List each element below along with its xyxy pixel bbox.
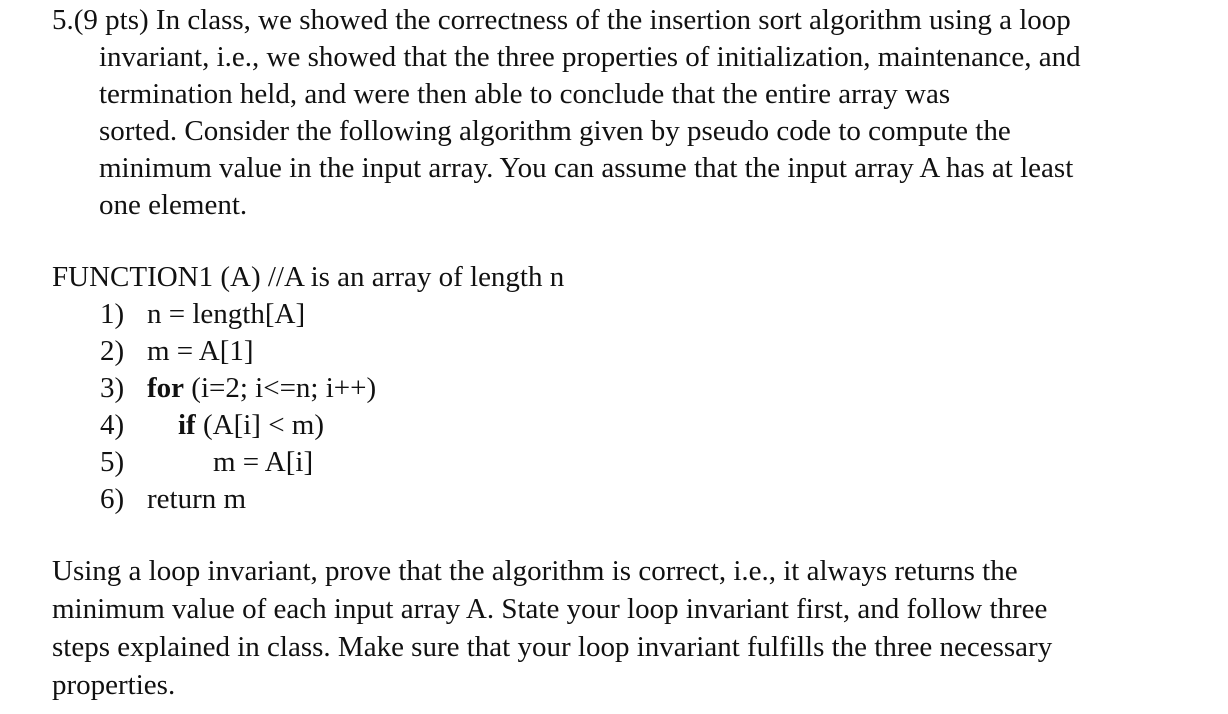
code-statement: m = A[1] — [147, 335, 254, 367]
keyword-if: if — [178, 409, 196, 441]
problem-line: sorted. Consider the following algorithm given by pseudo code to compute the — [99, 115, 1011, 147]
code-statement: m = A[i] — [213, 446, 314, 478]
line-number: 1) — [100, 298, 125, 330]
instructions — [52, 552, 1202, 704]
instruction-line: Using a loop invariant, prove that the algorithm is correct, i.e., it always returns the — [52, 555, 1018, 587]
for-clause: (i=2; i<=n; i++) — [184, 372, 377, 404]
problem-line: termination held, and were then able to conclude that the entire array was — [99, 78, 951, 110]
code-statement — [147, 370, 376, 407]
problem-line: minimum value in the input array. You can assume that the input array A has at least — [99, 152, 1074, 184]
instruction-line: properties. — [52, 669, 176, 701]
line-number: 6) — [100, 483, 125, 515]
code-statement: return m — [147, 483, 247, 515]
instruction-line: steps explained in class. Make sure that your loop invariant fulfills the three necessary — [52, 631, 1053, 663]
code-line — [52, 333, 564, 370]
code-line — [52, 407, 564, 444]
line-number: 4) — [100, 409, 125, 441]
function-header: FUNCTION1 (A) //A is an array of length n — [52, 261, 565, 293]
problem-line-text: (9 pts) In class, we showed the correctness of the insertion sort algorithm using a loop — [73, 4, 1071, 36]
code-line — [52, 296, 564, 333]
keyword-for: for — [147, 372, 185, 404]
problem-line: one element. — [99, 189, 248, 221]
code-line — [52, 444, 564, 481]
if-condition: (A[i] < m) — [195, 409, 325, 441]
problem-line — [52, 2, 1202, 39]
instruction-line: minimum value of each input array A. State your loop invariant first, and follow three — [52, 593, 1048, 625]
code-statement: n = length[A] — [147, 298, 306, 330]
problem-number: 5. — [52, 4, 74, 36]
pseudocode-block — [52, 259, 564, 518]
problem-statement — [52, 2, 1202, 224]
code-statement — [178, 407, 324, 444]
problem-line: invariant, i.e., we showed that the three properties of initialization, maintenance, and — [99, 41, 1081, 73]
code-line — [52, 481, 564, 518]
line-number: 5) — [100, 446, 125, 478]
line-number: 3) — [100, 372, 125, 404]
line-number: 2) — [100, 335, 125, 367]
code-line — [52, 370, 564, 407]
